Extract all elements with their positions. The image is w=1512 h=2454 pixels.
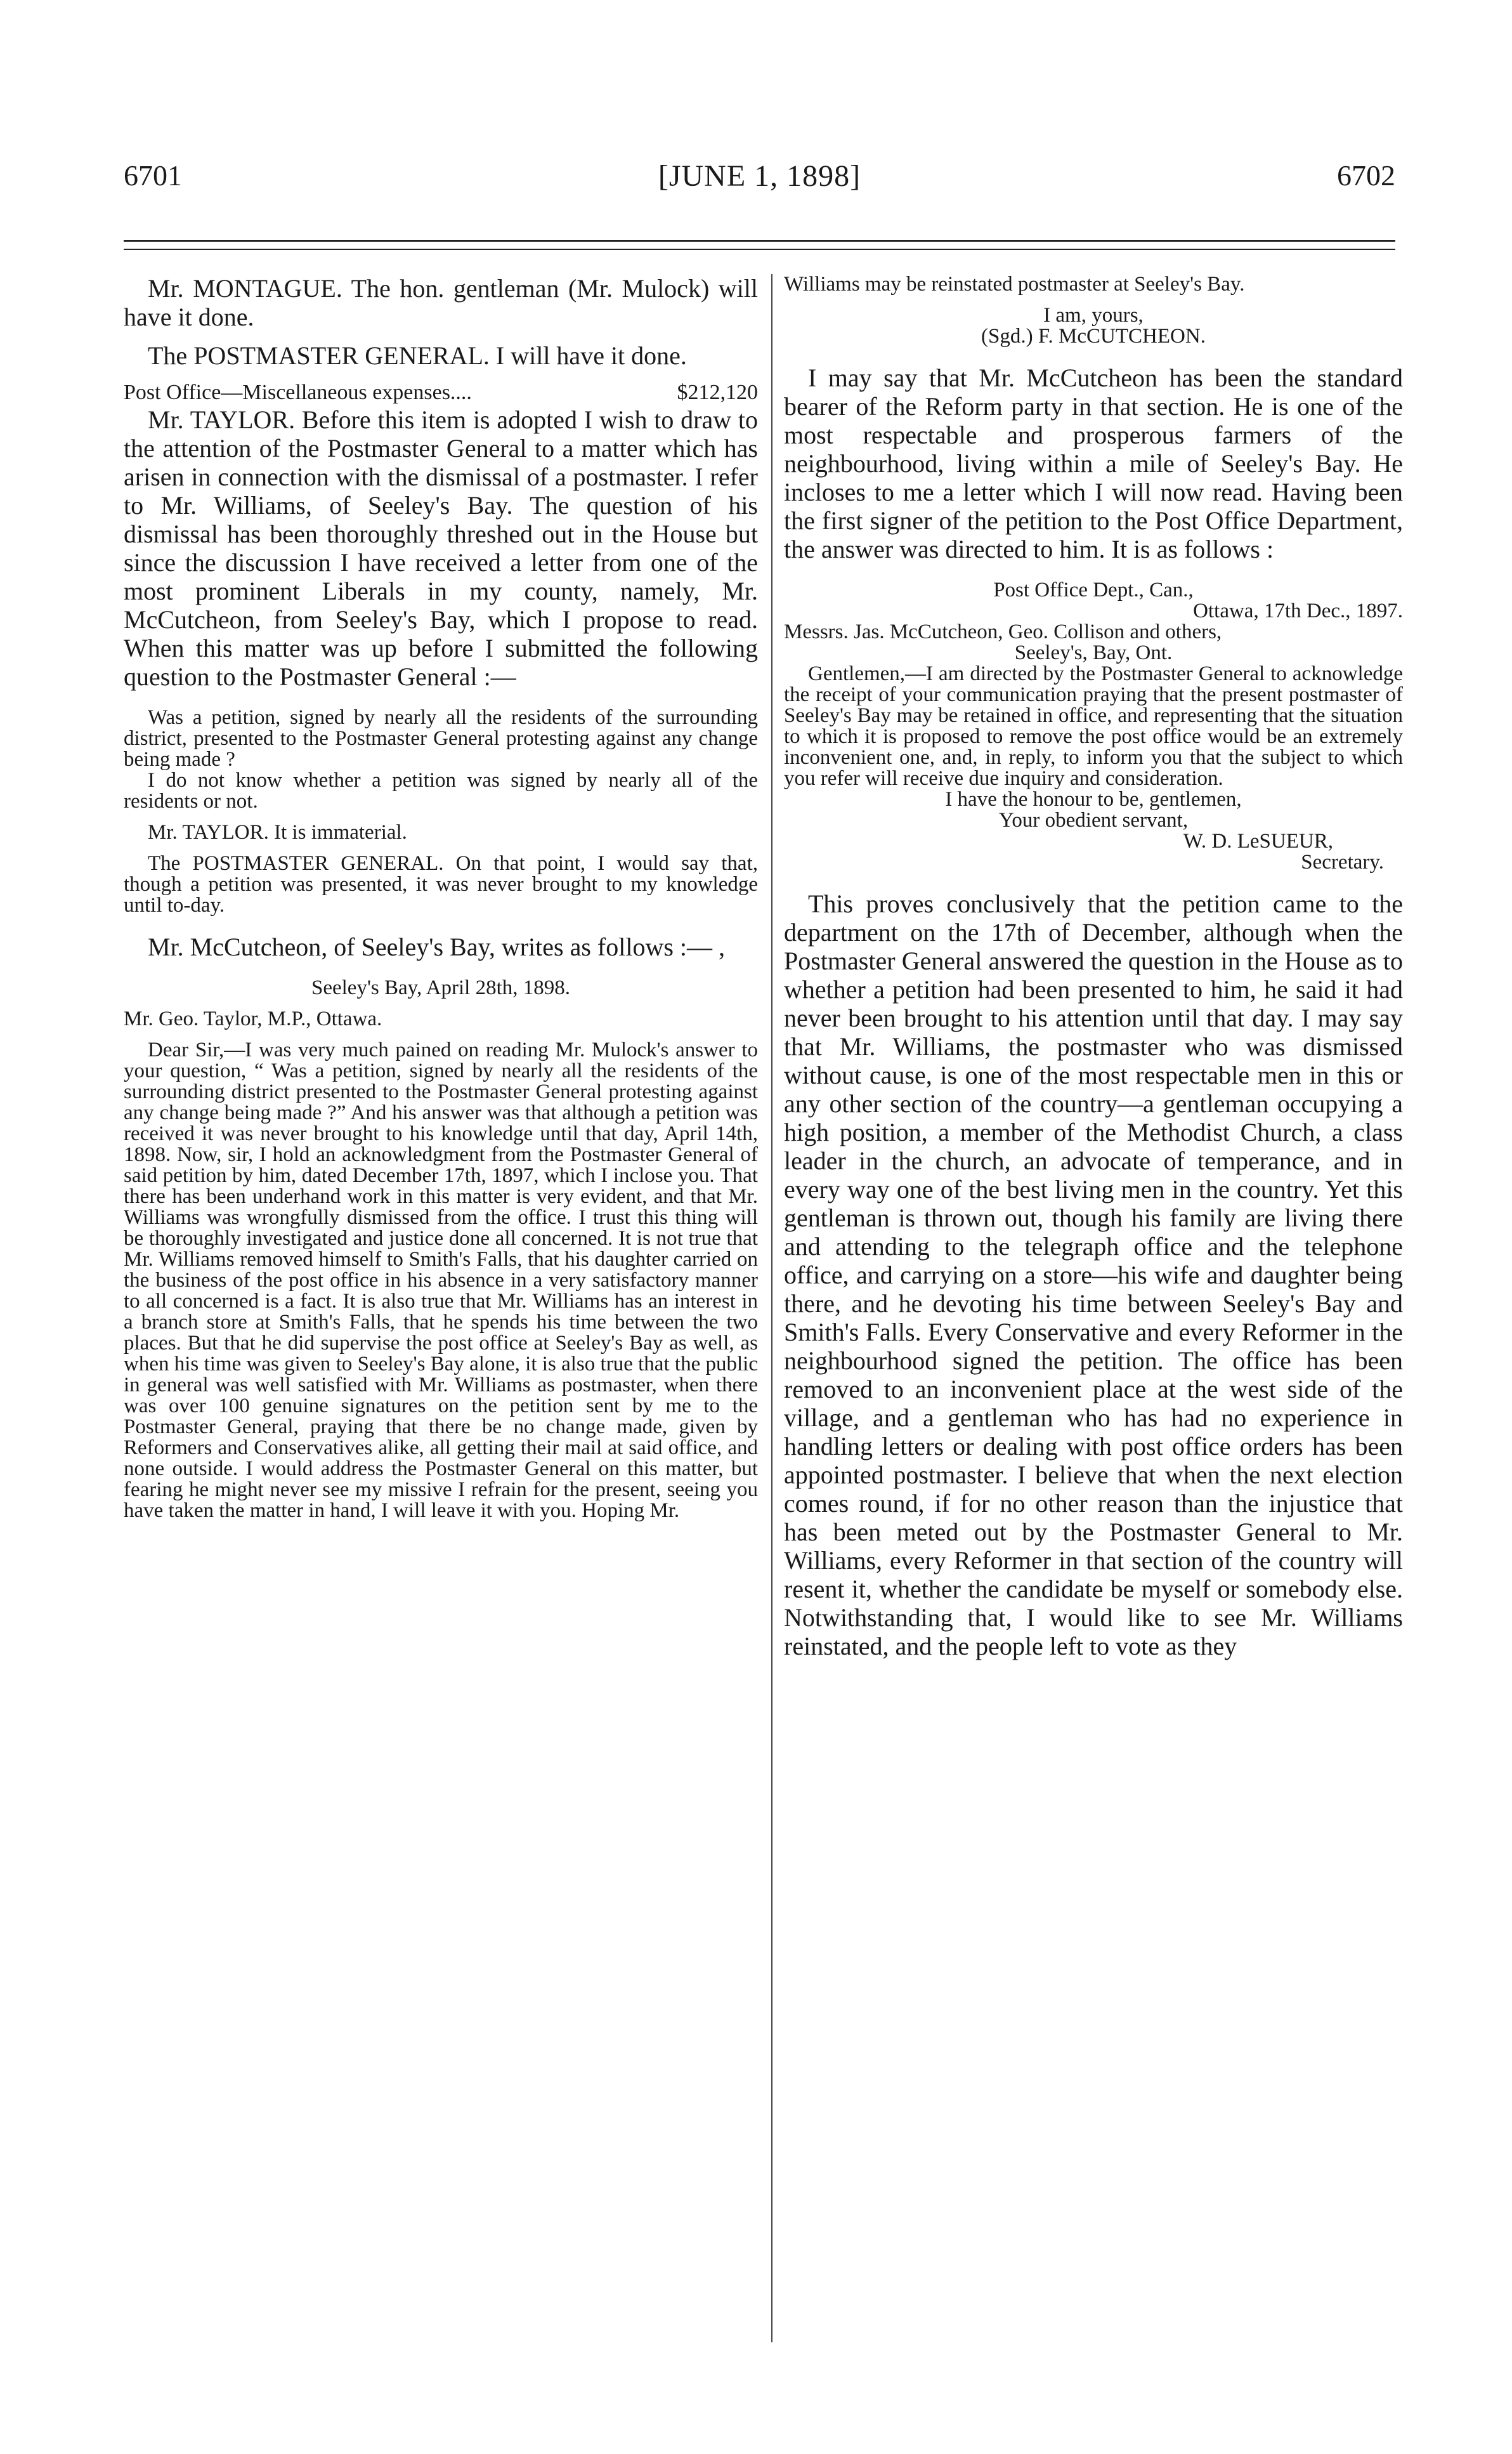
letter2-title: Secretary. xyxy=(1301,851,1384,874)
letter2-signature: W. D. LeSUEUR, xyxy=(1183,830,1333,853)
letter-addressee: Mr. Geo. Taylor, M.P., Ottawa. xyxy=(124,1007,382,1030)
speech-taylor-conclusion: This proves conclusively that the petition came to the department on the 17th of December, although when the Postmaster General answered the question in the House as to whether a petition had been presented to him, he said it had never been brought to his attention until that day. I may say that Mr. Williams, the postmaster who was dismissed without cause, is one of the most respectable men in this or any other section of the country—a gentleman occupying a high position, a member of the Methodist Church, a class leader in the church, an advocate of temperance, and in every way one of the best living men in the country. Yet this gentleman is thrown out, though his family are living there and attending to the telegraph office and the telephone office, and carrying on a store—his wife and daughter being there, and he devoting his time between Seeley's Bay and Smith's Falls. Every Conservative and every Reformer in the neighbourhood signed the petition. The office has been removed to an inconvenient place at the west side of the village, and a gentleman who has had no experience in handling letters or dealing with post office orders has been appointed postmaster. I believe that when the next election comes round, if for no other reason than the injustice that has been meted out by the Postmaster General to Mr. Williams, every Reformer in that section of the country will resent it, whether the candidate be myself or somebody else. Notwithstanding that, I would like to see Mr. Williams reinstated, and the people left to vote as they xyxy=(784,889,1403,1660)
letter2-addressees: Messrs. Jas. McCutcheon, Geo. Collison and others, xyxy=(784,620,1222,643)
letter-intro: Mr. McCutcheon, of Seeley's Bay, writes as follows :— , xyxy=(148,933,726,961)
answer-text: I do not know whether a petition was signed by nearly all of the residents or not. xyxy=(124,769,758,813)
page-number-left: 6701 xyxy=(124,159,182,192)
column-divider xyxy=(771,274,772,2342)
letter-closing: I am, yours, xyxy=(1043,304,1144,327)
page-header xyxy=(124,159,1395,209)
letter2-heading-date: Ottawa, 17th Dec., 1897. xyxy=(1193,600,1403,622)
estimate-item-amount: $212,120 xyxy=(677,381,758,404)
page-number-right: 6702 xyxy=(1337,159,1395,192)
header-rule-bottom xyxy=(124,249,1395,250)
letter2-heading-office: Post Office Dept., Can., xyxy=(993,579,1194,601)
speech-taylor-continued: I may say that Mr. McCutcheon has been the standard bearer of the Reform party in that section. He is one of the most respectable and prosperous farmers of the neighbourhood, living within a mile of Seeley's Bay. He incloses to me a letter which I will now read. Having been the first signer of the petition to the Post Office Department, the answer was directed to him. It is as follows : xyxy=(784,364,1403,563)
letter2-servant: Your obedient servant, xyxy=(998,809,1189,832)
question-text: Was a petition, signed by nearly all the residents of the surrounding district, presented to the Postmaster General protesting against any change being made ? xyxy=(124,706,758,771)
right-column xyxy=(784,274,1403,1660)
estimate-item-label: Post Office—Miscellaneous expenses.... xyxy=(124,381,472,404)
letter2-closing: I have the honour to be, gentlemen, xyxy=(945,788,1242,811)
letter-place-date: Seeley's Bay, April 28th, 1898. xyxy=(311,976,571,999)
letter2-address: Seeley's, Bay, Ont. xyxy=(1014,641,1173,664)
letter-ending: Williams may be reinstated postmaster at Seeley's Bay. xyxy=(784,273,1245,296)
postmaster-reply: The POSTMASTER GENERAL. On that point, I would say that, though a petition was presented, it was never brought to my knowledge until to-day. xyxy=(124,852,758,917)
left-column xyxy=(124,274,758,1521)
letter-signature: (Sgd.) F. McCUTCHEON. xyxy=(981,325,1206,348)
speech-montague: Mr. MONTAGUE. The hon. gentleman (Mr. Mulock) will have it done. xyxy=(124,274,758,331)
letter-body: Dear Sir,—I was very much pained on reading Mr. Mulock's answer to your question, “ Was a petition, signed by nearly all the residents of the surrounding district presented to the Postmaster General protesting against any change being made ?” And his answer was that although a petition was received it was never brought to his knowledge until that day, April 14th, 1898. Now, sir, I hold an acknowledgment from the Postmaster General of said petition by him, dated December 17th, 1897, which I inclose you. That there has been underhand work in this matter is very evident, and that Mr. Williams was wrongfully dismissed from the office. I trust this thing will be thoroughly investigated and justice done all concerned. It is not true that Mr. Williams removed himself to Smith's Falls, that his daughter carried on the business of the post office in his absence in a very satisfactory manner to all concerned is a fact. It is also true that Mr. Williams has an interest in a branch store at Smith's Falls, that he spends his time between the two places. But that he did supervise the post office at Seeley's Bay as well, as when his time was given to Seeley's Bay alone, it is also true that the public in general was well satisfied with Mr. Williams as postmaster, when there was over 100 genuine signatures on the petition sent by me to the Postmaster General, praying that there be no change made, given by Reformers and Conservatives alike, all getting their mail at said office, and none outside. I would address the Postmaster General on this matter, but fearing he might never see my missive I refrain for the present, seeing you have taken the matter in hand, I will leave it with you. Hoping Mr. xyxy=(124,1039,758,1522)
speech-taylor: Mr. TAYLOR. Before this item is adopted I wish to draw to the attention of the Postmaster General to a matter which has arisen in connection with the dismissal of a postmaster. I refer to Mr. Williams, of Seeley's Bay. The question of his dismissal has been thoroughly threshed out in the House but since the discussion I have received a letter from one of the most prominent Liberals in my county, namely, Mr. McCutcheon, from Seeley's Bay, which I propose to read. When this matter was up before I submitted the following question to the Postmaster General :— xyxy=(124,405,758,691)
header-rule-top xyxy=(124,240,1395,242)
taylor-remark: Mr. TAYLOR. It is immaterial. xyxy=(148,821,407,844)
speech-postmaster-general: The POSTMASTER GENERAL. I will have it done. xyxy=(148,341,687,370)
header-date: [JUNE 1, 1898] xyxy=(658,159,861,193)
estimate-item xyxy=(124,380,758,405)
letter2-body: Gentlemen,—I am directed by the Postmaster General to acknowledge the receipt of your communication praying that the present postmaster of Seeley's Bay may be retained in office, and representing that the situation to which it is proposed to remove the post office would be an extremely inconvenient one, and, in reply, to inform you that the subject to which you refer will receive due inquiry and consideration. xyxy=(784,662,1403,790)
